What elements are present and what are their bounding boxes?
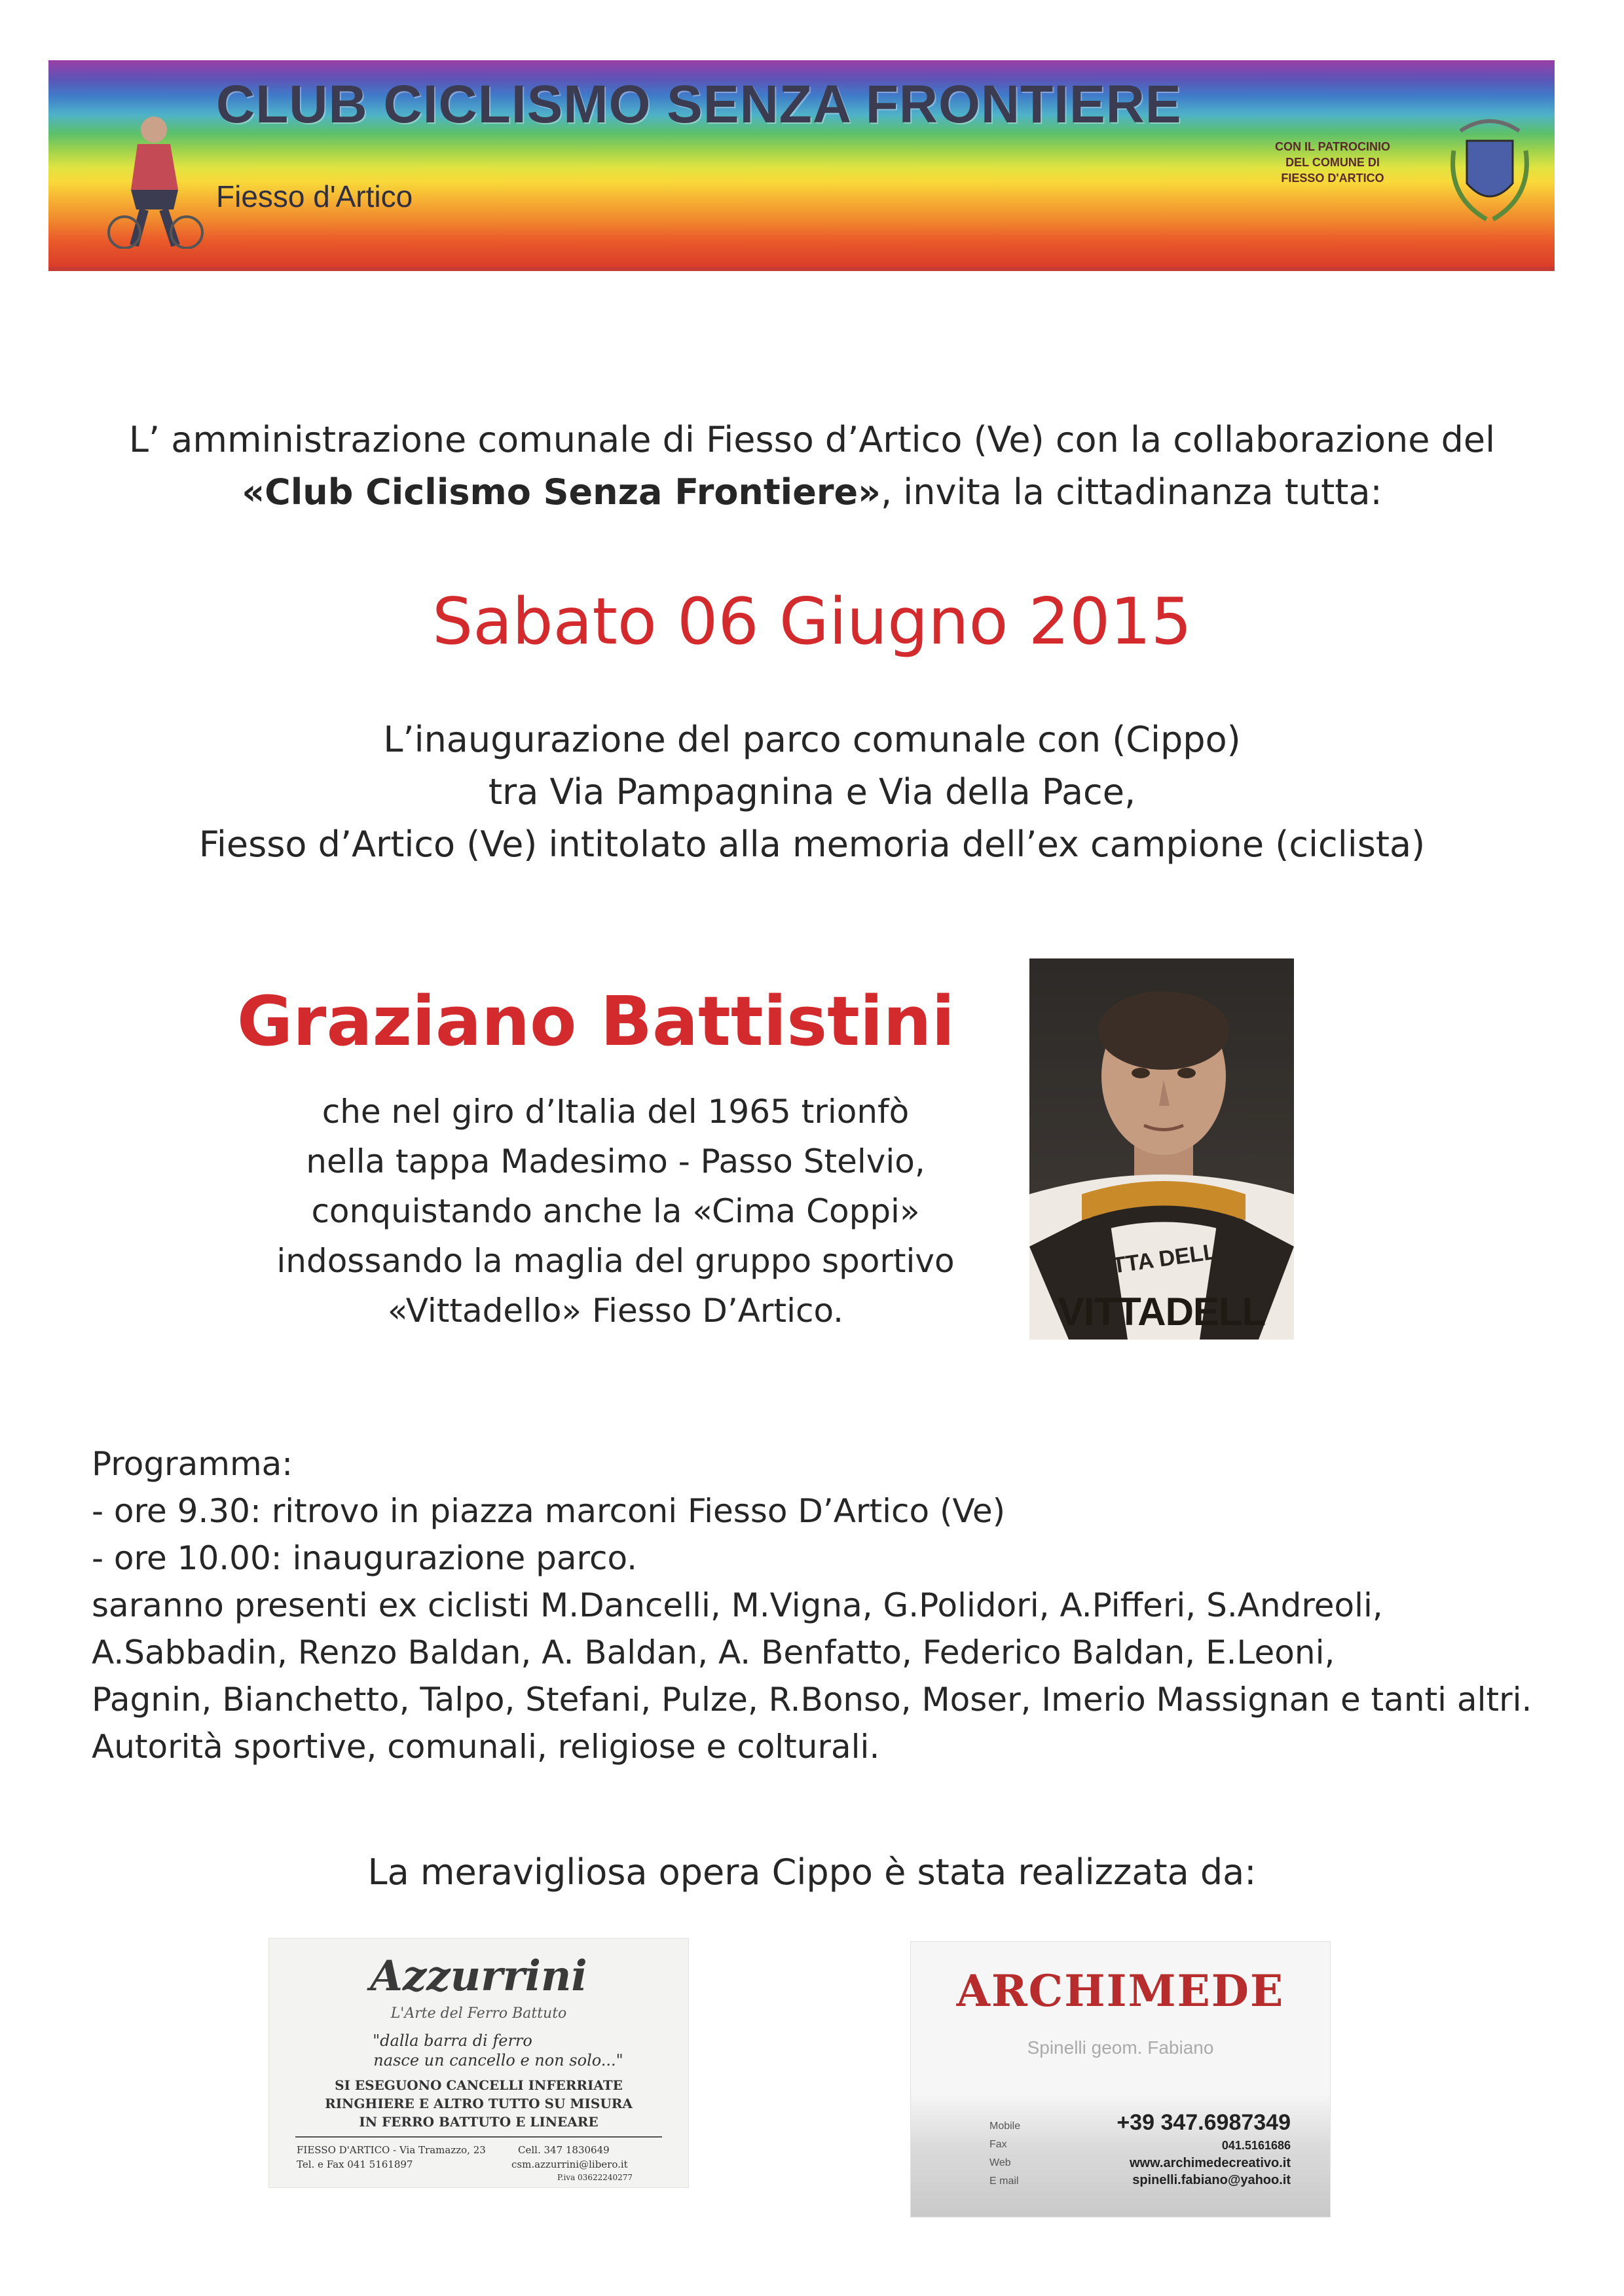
program-line-6: Autorità sportive, comunali, religiose e colturali. [92,1728,880,1766]
bio-line-3: conquistando anche la «Cima Coppi» [311,1192,920,1230]
azzurrini-vat: P.iva 03622240277 [557,2173,633,2182]
credits-heading: La meravigliosa opera Cippo è stata realizzata da: [367,1851,1257,1893]
azzurrini-divider [295,2136,662,2138]
patronage-line-2: DEL COMUNE DI [1285,156,1380,169]
club-name-bold: «Club Ciclismo Senza Frontiere» [242,471,881,513]
program-line-4: A.Sabbadin, Renzo Baldan, A. Baldan, A. Benfatto, Federico Baldan, E.Leoni, [92,1633,1335,1671]
banner-underline [48,267,1555,271]
program-line-3: saranno presenti ex ciclisti M.Dancelli, M.Vigna, G.Polidori, A.Pifferi, S.Andreoli, [92,1586,1383,1624]
cyclist-icon [98,111,210,249]
sponsor-card-archimede [910,1941,1331,2217]
honoree-photo [1029,958,1294,1339]
event-description-line-1: L’inaugurazione del parco comunale con (Cippo) [383,719,1241,760]
archimede-label-web: Web [989,2157,1011,2168]
archimede-fax: 041.5161686 [1221,2139,1291,2152]
sponsor-card-azzurrini [268,1938,689,2188]
bio-line-2: nella tappa Madesimo - Passo Stelvio, [306,1142,925,1180]
bio-line-4: indossando la maglia del gruppo sportivo [276,1242,955,1280]
bio-line-5: «Vittadello» Fiesso D’Artico. [387,1292,844,1330]
jersey-band-text: VITTA DELLO [1090,1237,1236,1282]
bio-line-1: che nel giro d’Italia del 1965 trionfò [322,1093,910,1131]
azzurrini-logo-name: Azzurrini [370,1952,587,2001]
azzurrini-tagline: L'Arte del Ferro Battuto [390,2005,567,2022]
archimede-logo-name: ARCHIMEDE [956,1965,1285,2016]
azzurrini-address: FIESSO D'ARTICO - Via Tramazzo, 23 [297,2144,486,2156]
archimede-label-fax: Fax [989,2139,1007,2150]
patronage-line-3: FIESSO D'ARTICO [1281,172,1384,185]
archimede-person: Spinelli geom. Fabiano [1027,2037,1214,2058]
honoree-name: Graziano Battistini [236,981,955,1061]
azzurrini-motto-1: "dalla barra di ferro [373,2032,532,2050]
archimede-label-mobile: Mobile [989,2121,1021,2132]
azzurrini-service-line-1: SI ESEGUONO CANCELLI INFERRIATE [335,2077,623,2093]
cyclist-portrait-image [1029,958,1294,1339]
azzurrini-phone: Tel. e Fax 041 5161897 [297,2159,413,2170]
intro-line-2-rest: , invita la cittadinanza tutta: [880,471,1382,513]
club-title: CLUB CICLISMO SENZA FRONTIERE [216,75,1182,134]
event-description-line-2: tra Via Pampagnina e Via della Pace, [488,771,1136,812]
program-heading: Programma: [92,1445,293,1483]
azzurrini-service-line-3: IN FERRO BATTUTO E LINEARE [359,2114,599,2130]
intro-line-1: L’ amministrazione comunale di Fiesso d’Artico (Ve) con la collaborazione del [128,419,1496,460]
program-line-1: - ore 9.30: ritrovo in piazza marconi Fiesso D’Artico (Ve) [92,1492,1006,1530]
azzurrini-service-line-2: RINGHIERE E ALTRO TUTTO SU MISURA [325,2096,633,2111]
program-line-5: Pagnin, Bianchetto, Talpo, Stefani, Pulze, R.Bonso, Moser, Imerio Massignan e tanti altri. [92,1681,1532,1719]
club-subtitle: Fiesso d'Artico [216,179,413,213]
patronage-note [1234,139,1431,211]
patronage-line-1: CON IL PATROCINIO [1274,140,1390,153]
azzurrini-email: csm.azzurrini@libero.it [511,2159,628,2170]
event-date: Sabato 06 Giugno 2015 [432,585,1192,659]
intro-line-2 [0,466,1624,519]
archimede-email: spinelli.fabiano@yahoo.it [1132,2173,1291,2187]
archimede-label-email: E mail [989,2176,1019,2187]
azzurrini-cell: Cell. 347 1830649 [518,2144,610,2156]
jersey-text: VITTADELL [1058,1290,1266,1334]
municipal-crest-icon [1441,105,1539,236]
azzurrini-motto-2: nasce un cancello e non solo..." [373,2051,623,2069]
archimede-web: www.archimedecreativo.it [1129,2156,1291,2170]
archimede-mobile: +39 347.6987349 [1116,2110,1291,2135]
event-description-line-3: Fiesso d’Artico (Ve) intitolato alla memoria dell’ex campione (ciclista) [198,824,1426,865]
program-line-2: - ore 10.00: inaugurazione parco. [92,1539,638,1577]
